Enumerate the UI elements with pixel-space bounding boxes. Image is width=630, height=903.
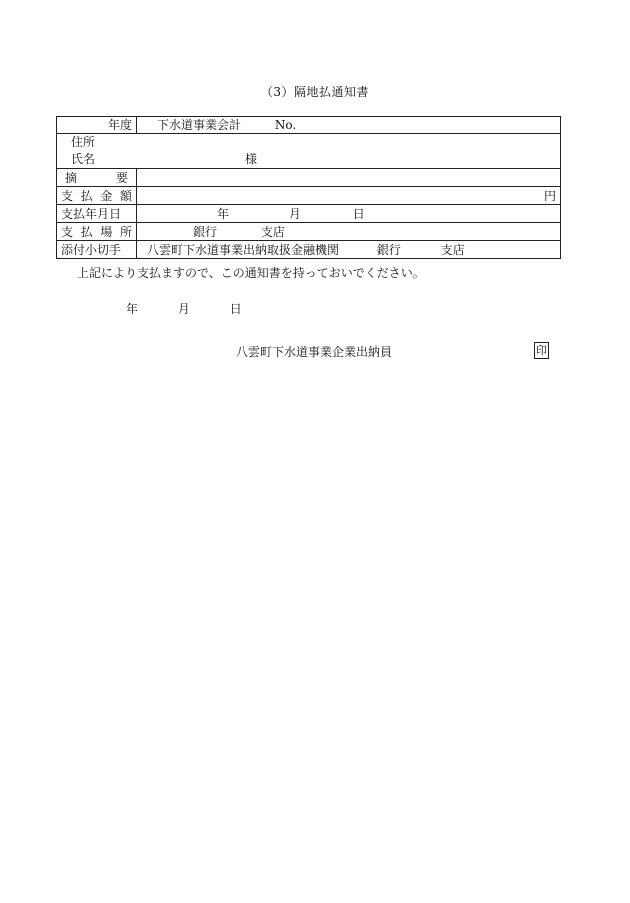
check-institution: 八雲町下水道事業出納取扱金融機関 xyxy=(147,242,340,257)
bank-label: 銀行 xyxy=(193,224,218,239)
name-label: 氏名 xyxy=(71,152,96,166)
account-name: 下水道事業会計 xyxy=(157,118,242,132)
payment-place-value xyxy=(137,223,561,241)
issue-date-day: 日 xyxy=(229,302,242,316)
summary-value xyxy=(137,169,561,187)
name-line xyxy=(57,151,560,168)
row-payment-place xyxy=(57,223,561,241)
address-name-cell xyxy=(57,134,561,169)
branch-label: 支店 xyxy=(260,224,285,239)
row-fiscal-year xyxy=(57,117,561,134)
row-attached-check xyxy=(57,241,561,259)
check-branch-label: 支店 xyxy=(440,242,465,257)
row-payment-date xyxy=(57,205,561,223)
notice-text: 上記により支払ますので、この通知書を持っておいでください。 xyxy=(77,266,425,280)
date-day: 日 xyxy=(352,206,365,221)
seal-mark: 印 xyxy=(536,344,547,357)
amount-label: 支 払 金 額 xyxy=(57,187,137,205)
check-value xyxy=(137,241,561,259)
issue-date-year: 年 xyxy=(126,302,139,316)
amount-value xyxy=(137,187,561,205)
check-label: 添付小切手 xyxy=(57,241,137,259)
check-bank-label: 銀行 xyxy=(376,242,401,257)
honorific: 様 xyxy=(245,152,258,166)
address-label: 住所 xyxy=(71,135,96,149)
payment-date-value xyxy=(137,205,561,223)
row-amount xyxy=(57,187,561,205)
date-month: 月 xyxy=(288,206,301,221)
fiscal-year-label: 年度 xyxy=(57,117,137,134)
number-label: No. xyxy=(274,118,297,132)
issue-date-month: 月 xyxy=(177,302,190,316)
row-address-name xyxy=(57,134,561,169)
row-summary xyxy=(57,169,561,187)
payment-place-label: 支 払 場 所 xyxy=(57,223,137,241)
payment-notice-form xyxy=(56,116,561,259)
summary-label: 摘 要 xyxy=(57,169,137,187)
amount-unit: 円 xyxy=(543,188,556,203)
account-cell xyxy=(137,117,561,134)
issue-date xyxy=(126,300,242,317)
date-year: 年 xyxy=(217,206,230,221)
cashier-title: 八雲町下水道事業企業出納員 xyxy=(236,345,393,359)
payment-date-label: 支払年月日 xyxy=(57,205,137,223)
document-title: （3）隔地払通知書 xyxy=(260,85,370,99)
